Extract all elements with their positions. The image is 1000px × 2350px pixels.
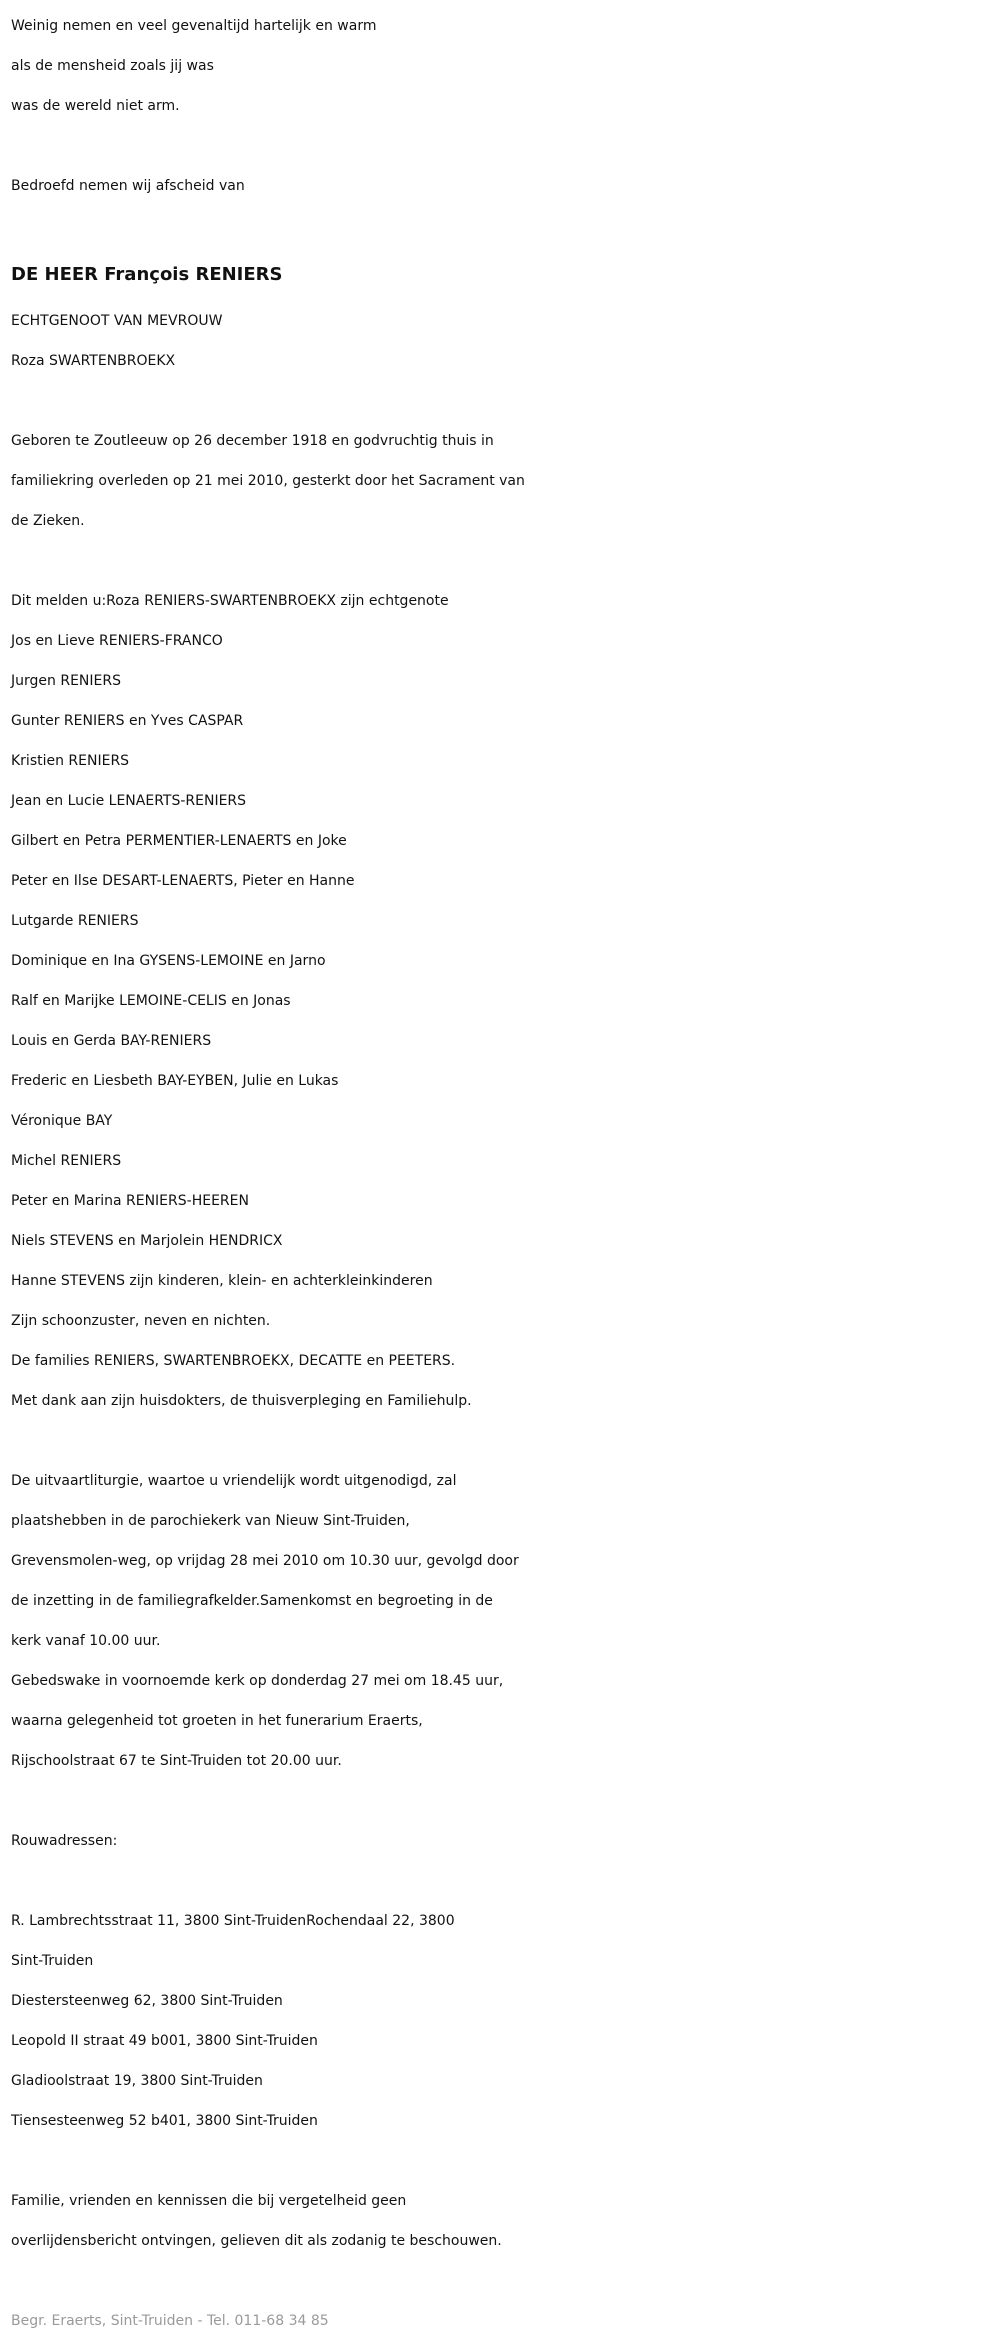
poem-section [11, 6, 996, 126]
family-line: Lutgarde RENIERS [11, 913, 139, 929]
funeral-line: plaatshebben in de parochiekerk van Nieuw Sint-Truiden, [11, 1513, 410, 1529]
family-line: Peter en Marina RENIERS-HEEREN [11, 1193, 249, 1209]
funeral-line: Gebedswake in voornoemde kerk op donderdag 27 mei om 18.45 uur, [11, 1673, 504, 1689]
family-line: Jurgen RENIERS [11, 673, 121, 689]
spouse-line: Roza SWARTENBROEKX [11, 353, 176, 369]
family-line: Peter en Ilse DESART-LENAERTS, Pieter en Hanne [11, 873, 355, 889]
birth-death-line: Geboren te Zoutleeuw op 26 december 1918 en godvruchtig thuis in [11, 433, 494, 449]
family-line: De families RENIERS, SWARTENBROEKX, DECATTE en PEETERS. [11, 1353, 456, 1369]
family-line: Jean en Lucie LENAERTS-RENIERS [11, 793, 247, 809]
addresses-section [11, 1901, 996, 2141]
family-line: Louis en Gerda BAY-RENIERS [11, 1033, 212, 1049]
family-line: Gunter RENIERS en Yves CASPAR [11, 713, 244, 729]
closing-line: overlijdensbericht ontvingen, gelieven dit als zodanig te beschouwen. [11, 2233, 502, 2249]
address-line: Diestersteenweg 62, 3800 Sint-Truiden [11, 1993, 283, 2009]
family-line: Frederic en Liesbeth BAY-EYBEN, Julie en Lukas [11, 1073, 339, 1089]
family-line: Met dank aan zijn huisdokters, de thuisverpleging en Familiehulp. [11, 1393, 472, 1409]
poem-line: was de wereld niet arm. [11, 98, 180, 114]
birth-death-section [11, 421, 996, 541]
family-line: Gilbert en Petra PERMENTIER-LENAERTS en Joke [11, 833, 347, 849]
funeral-home-footer: Begr. Eraerts, Sint-Truiden - Tel. 011-68 34 85 [11, 2313, 329, 2329]
family-line: Niels STEVENS en Marjolein HENDRICX [11, 1233, 283, 1249]
deceased-name: DE HEER François RENIERS [11, 264, 283, 285]
birth-death-line: de Zieken. [11, 513, 85, 529]
funeral-line: De uitvaartliturgie, waartoe u vriendelijk wordt uitgenodigd, zal [11, 1473, 457, 1489]
obituary-notice [11, 6, 996, 2341]
birth-death-line: familiekring overleden op 21 mei 2010, gesterkt door het Sacrament van [11, 473, 525, 489]
addresses-label: Rouwadressen: [11, 1833, 118, 1849]
spouse-line: ECHTGENOOT VAN MEVROUW [11, 313, 223, 329]
address-line: Sint-Truiden [11, 1953, 94, 1969]
family-line: Dominique en Ina GYSENS-LEMOINE en Jarno [11, 953, 326, 969]
family-line: Michel RENIERS [11, 1153, 122, 1169]
family-line: Zijn schoonzuster, neven en nichten. [11, 1313, 271, 1329]
intro-text: Bedroefd nemen wij afscheid van [11, 178, 245, 194]
poem-line: als de mensheid zoals jij was [11, 58, 214, 74]
family-line: Dit melden u:Roza RENIERS-SWARTENBROEKX zijn echtgenote [11, 593, 449, 609]
funeral-line: Grevensmolen-weg, op vrijdag 28 mei 2010 om 10.30 uur, gevolgd door [11, 1553, 519, 1569]
funeral-line: waarna gelegenheid tot groeten in het funerarium Eraerts, [11, 1713, 423, 1729]
closing-section [11, 2181, 996, 2261]
family-line: Jos en Lieve RENIERS-FRANCO [11, 633, 223, 649]
funeral-line: de inzetting in de familiegrafkelder.Samenkomst en begroeting in de [11, 1593, 493, 1609]
family-line: Kristien RENIERS [11, 753, 130, 769]
family-line: Véronique BAY [11, 1113, 113, 1129]
address-line: Tiensesteenweg 52 b401, 3800 Sint-Truiden [11, 2113, 318, 2129]
closing-line: Familie, vrienden en kennissen die bij vergetelheid geen [11, 2193, 407, 2209]
funeral-line: Rijschoolstraat 67 te Sint-Truiden tot 20.00 uur. [11, 1753, 342, 1769]
address-line: Gladioolstraat 19, 3800 Sint-Truiden [11, 2073, 263, 2089]
address-line: R. Lambrechtsstraat 11, 3800 Sint-TruidenRochendaal 22, 3800 [11, 1913, 455, 1929]
funeral-section [11, 1461, 996, 1781]
family-section [11, 581, 996, 1421]
family-line: Hanne STEVENS zijn kinderen, klein- en achterkleinkinderen [11, 1273, 433, 1289]
spouse-section [11, 301, 996, 381]
funeral-line: kerk vanaf 10.00 uur. [11, 1633, 161, 1649]
family-line: Ralf en Marijke LEMOINE-CELIS en Jonas [11, 993, 291, 1009]
address-line: Leopold II straat 49 b001, 3800 Sint-Truiden [11, 2033, 318, 2049]
poem-line: Weinig nemen en veel gevenaltijd hartelijk en warm [11, 18, 377, 34]
